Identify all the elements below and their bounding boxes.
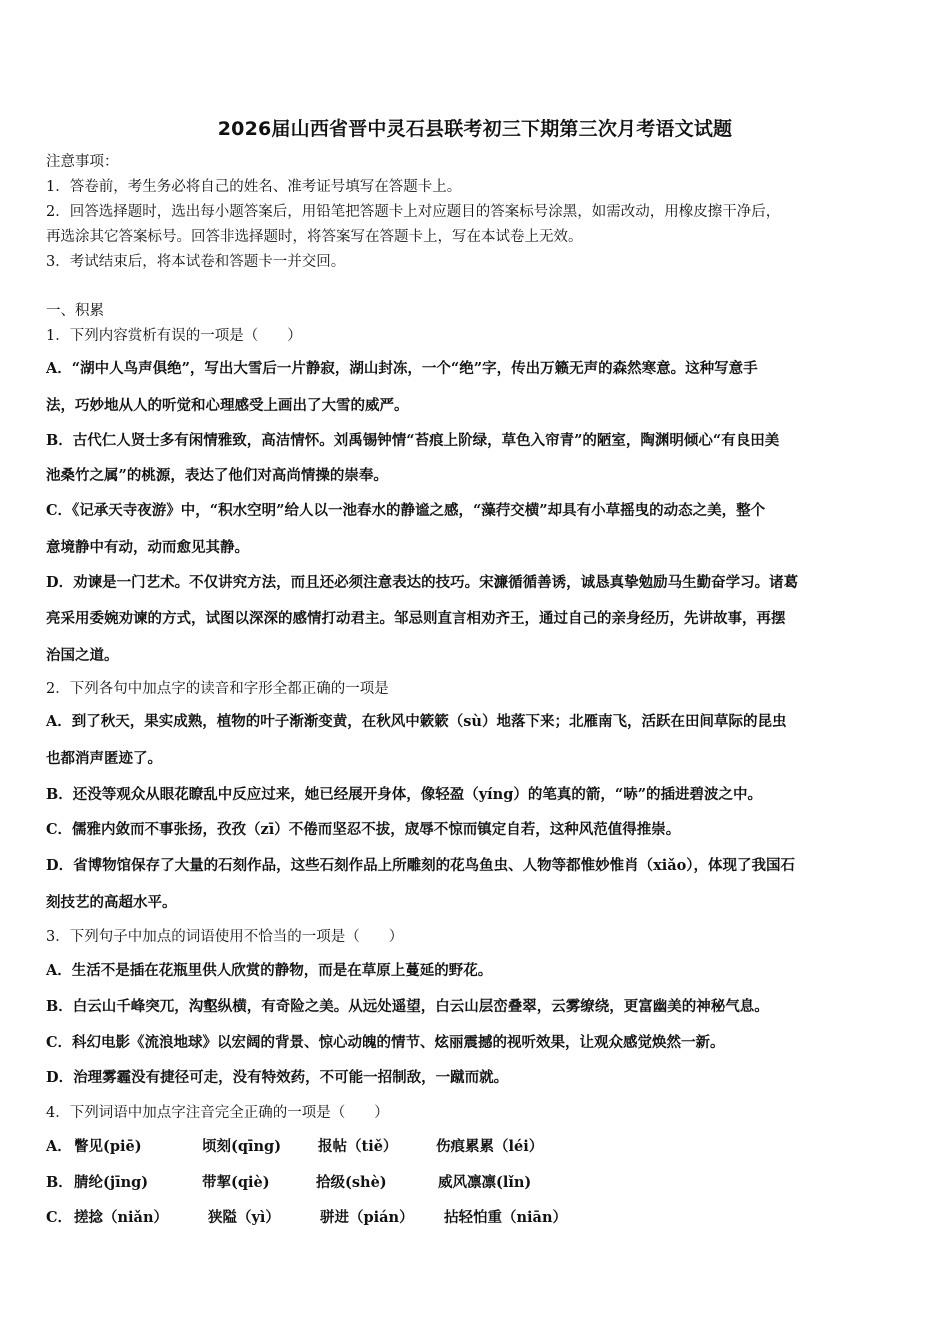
- word: 顷刻(qīng): [202, 1138, 282, 1155]
- word: 拈轻怕重（niān）: [444, 1209, 567, 1226]
- q2-option-d-cont: 刻技艺的高超水平。: [46, 894, 177, 911]
- q4-option-c: [46, 1208, 906, 1228]
- q2-option-d: D．省博物馆保存了大量的石刻作品，这些石刻作品上所雕刻的花鸟鱼虫、人物等都惟妙惟肖（xiǎo），体现了我国石: [46, 857, 796, 874]
- word: 狭隘（yì）: [208, 1209, 280, 1226]
- q2-option-a: A．到了秋天，果实成熟，植物的叶子渐渐变黄，在秋风中簌簌（sù）地落下来；北雁南飞，活跃在田间草际的昆虫: [46, 713, 787, 730]
- q3-option-a: A．生活不是插在花瓶里供人欣赏的静物，而是在草原上蔓延的野花。: [46, 962, 493, 979]
- notice-item: 3．考试结束后，将本试卷和答题卡一并交回。: [46, 254, 346, 270]
- word: 拾级(shè): [316, 1174, 387, 1191]
- word: 报帖（tiě）: [318, 1138, 398, 1155]
- q3-option-b: B．白云山千峰突兀，沟壑纵横，有奇险之美。从远处遥望，白云山层峦叠翠，云雾缭绕，更富幽美的神秘气息。: [46, 998, 769, 1015]
- q2-option-b: B．还没等观众从眼花瞭乱中反应过来，她已经展开身体，像轻盈（yíng）的笔真的箭，“哧”的插进碧波之中。: [46, 786, 763, 803]
- notice-heading: 注意事项：: [46, 154, 119, 170]
- question-stem: 2．下列各句中加点字的读音和字形全都正确的一项是: [46, 681, 389, 697]
- q3-option-c: C．科幻电影《流浪地球》以宏阔的背景、惊心动魄的情节、炫丽震撼的视听效果，让观众感觉焕然一新。: [46, 1034, 725, 1051]
- word: 伤痕累累（léi）: [436, 1138, 544, 1155]
- q4-option-b: [46, 1173, 906, 1193]
- word: 带挈(qiè): [202, 1174, 270, 1191]
- page-title: 2026届山西省晋中灵石县联考初三下期第三次月考语文试题: [217, 118, 733, 140]
- word: 骈进（pián）: [320, 1209, 414, 1226]
- q1-option-d-cont: 治国之道。: [46, 647, 119, 664]
- notice-item: 再选涂其它答案标号。回答非选择题时，将答案写在答题卡上，写在本试卷上无效。: [46, 229, 583, 245]
- option-label: A．: [46, 1138, 72, 1155]
- q1-option-a-cont: 法，巧妙地从人的听觉和心理感受上画出了大雪的威严。: [46, 397, 409, 414]
- q1-option-a: A．“湖中人鸟声俱绝”，写出大雪后一片静寂，湖山封冻，一个“绝”字，传出万籁无声的森然寒意。这种写意手: [46, 360, 758, 377]
- q2-option-c: C．儒雅内敛而不事张扬，孜孜（zī）不倦而坚忍不拔，宬辱不惊而镇定自若，这种风范值得推崇。: [46, 821, 681, 838]
- word: 瞥见(piē): [74, 1138, 142, 1155]
- word: 威风凛凛(lǐn): [438, 1174, 532, 1191]
- q1-option-c: C．《记承天寺夜游》中，“积水空明”给人以一池春水的静谧之感，“藻荇交横”却具有小草摇曳的动态之美，整个: [46, 502, 766, 519]
- option-label: B．: [46, 1174, 73, 1191]
- question-stem: 4．下列词语中加点字注音完全正确的一项是（ ）: [46, 1105, 389, 1121]
- question-stem: 1．下列内容赏析有误的一项是（ ）: [46, 328, 302, 344]
- word: 搓捻（niǎn）: [74, 1209, 168, 1226]
- notice-item: 1．答卷前，考生务必将自己的姓名、准考证号填写在答题卡上。: [46, 179, 462, 195]
- option-label: C．: [46, 1209, 73, 1226]
- section-heading: 一、积累: [46, 303, 104, 319]
- notice-item: 2．回答选择题时，选出每小题答案后，用铅笔把答题卡上对应题目的答案标号涂黑，如需改动，用橡皮擦干净后，: [46, 204, 781, 220]
- q4-option-a: [46, 1137, 906, 1157]
- q1-option-d-cont: 亮采用委婉劝谏的方式，试图以深深的感情打动君主。邹忌则直言相劝齐王，通过自己的亲身经历，先讲故事，再摆: [46, 610, 786, 627]
- q2-option-a-cont: 也都消声匿迹了。: [46, 750, 162, 767]
- q3-option-d: D．治理雾霾没有捷径可走，没有特效药，不可能一招制敌，一蹴而就。: [46, 1069, 509, 1086]
- q1-option-d: D．劝谏是一门艺术。不仅讲究方法，而且还必须注意表达的技巧。宋濂循循善诱，诚恳真挚勉励马生勤奋学习。诸葛: [46, 574, 799, 591]
- question-stem: 3．下列句子中加点的词语使用不恰当的一项是（ ）: [46, 929, 404, 945]
- q1-option-b-cont: 池桑竹之属”的桃源，表达了他们对高尚情操的崇奉。: [46, 467, 388, 484]
- word: 腈纶(jīng): [74, 1174, 149, 1191]
- q1-option-b: B．古代仁人贤士多有闲情雅致，高洁情怀。刘禹锡钟情“苔痕上阶绿，草色入帘青”的陋室，陶渊明倾心“有良田美: [46, 432, 780, 449]
- q1-option-c-cont: 意境静中有动，动而愈见其静。: [46, 539, 249, 556]
